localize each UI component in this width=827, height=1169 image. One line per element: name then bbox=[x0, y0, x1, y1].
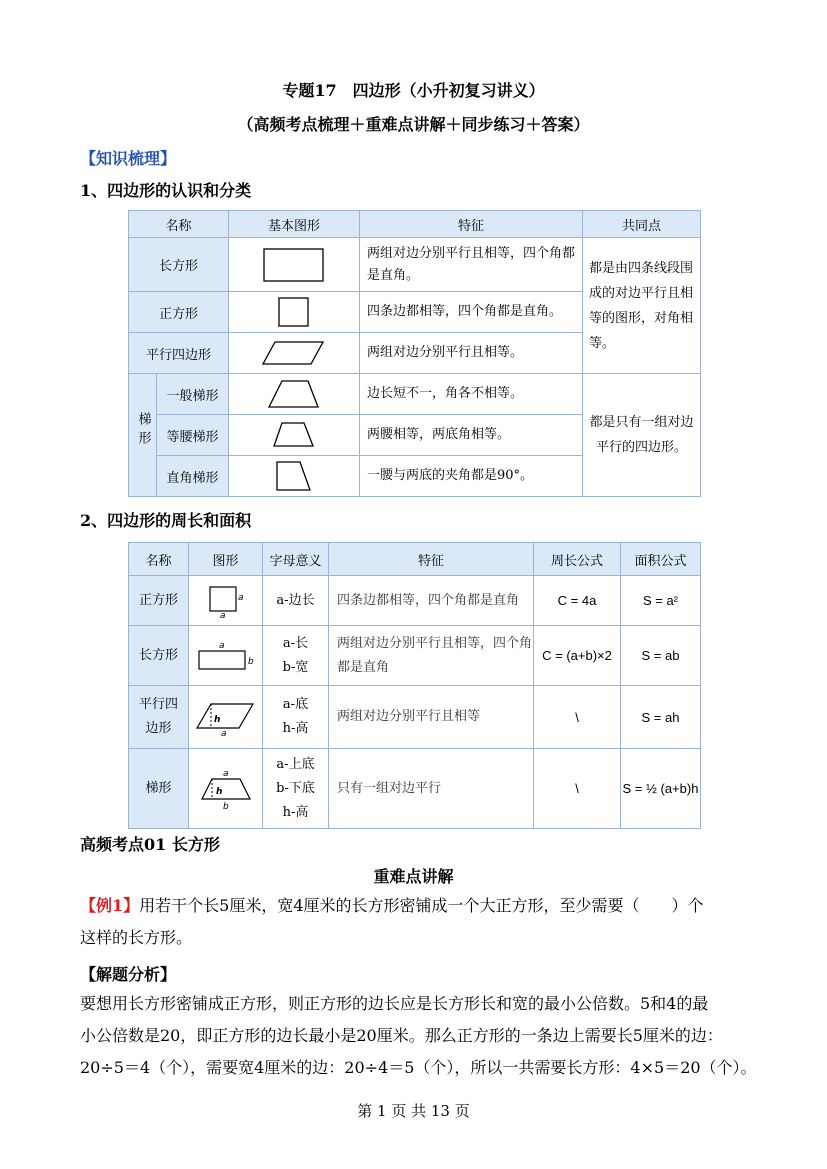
label-b-side: b bbox=[247, 656, 254, 667]
t2-header-name: 名称 bbox=[129, 543, 189, 576]
square-shape-icon bbox=[276, 295, 312, 329]
label-a-top: a bbox=[222, 768, 229, 779]
section2-title: 2、四边形的周长和面积 bbox=[80, 511, 252, 530]
t1-trap3-name: 直角梯形 bbox=[157, 456, 229, 497]
letter-meaning: a-上底 bbox=[276, 756, 315, 772]
t2-rect-feature: 两组对边分别平行且相等，四个角都是直角 bbox=[329, 626, 534, 686]
analysis-line: 要想用长方形密铺成正方形，则正方形的边长应是长方形长和宽的最小公倍数。5和4的最 bbox=[80, 994, 709, 1013]
example-line1 bbox=[80, 890, 760, 922]
t1-header-feature: 特征 bbox=[360, 211, 583, 238]
t2-rect-name: 长方形 bbox=[129, 626, 189, 686]
doc-title: 专题17 四边形（小升初复习讲义） bbox=[282, 81, 545, 100]
t1-square-feature: 四条边都相等，四个角都是直角。 bbox=[360, 292, 583, 333]
letter-meaning: a-边长 bbox=[276, 592, 315, 608]
t2-trap-letters bbox=[263, 749, 329, 829]
isosceles-trapezoid-shape-icon bbox=[272, 420, 316, 450]
letter-meaning: a-底 bbox=[282, 697, 309, 712]
t2-header-area: 面积公式 bbox=[621, 543, 701, 576]
classification-table bbox=[128, 210, 701, 497]
t2-header-figure: 图形 bbox=[189, 543, 263, 576]
parallelogram-shape-icon bbox=[261, 338, 327, 368]
t2-rect-letters bbox=[263, 626, 329, 686]
t1-header-common: 共同点 bbox=[583, 211, 701, 238]
table-row bbox=[129, 686, 701, 749]
table-row bbox=[129, 576, 701, 626]
analysis-block bbox=[80, 988, 780, 1084]
t1-para-feature: 两组对边分别平行且相等。 bbox=[360, 333, 583, 374]
label-b-bottom: b bbox=[222, 801, 229, 811]
t1-trap2-name: 等腰梯形 bbox=[157, 415, 229, 456]
t1-trap1-name: 一般梯形 bbox=[157, 374, 229, 415]
t1-para-shape bbox=[229, 333, 360, 374]
trapezoid-figure-icon bbox=[198, 767, 254, 811]
section-tag: 【知识梳理】 bbox=[80, 149, 177, 168]
label-h: h bbox=[215, 786, 222, 797]
label-a-top: a bbox=[218, 640, 225, 651]
t2-trap-area: S = ½ (a+b)h bbox=[621, 749, 701, 829]
t1-trap2-feature: 两腰相等，两底角相等。 bbox=[360, 415, 583, 456]
t2-rect-figure bbox=[189, 626, 263, 686]
t2-para-name-line1: 平行四 bbox=[138, 697, 178, 712]
t2-trap-feature: 只有一组对边平行 bbox=[329, 749, 534, 829]
general-trapezoid-shape-icon bbox=[266, 378, 322, 410]
t2-para-perimeter: \ bbox=[534, 686, 621, 749]
t1-trap2-shape bbox=[229, 415, 360, 456]
t1-para-name: 平行四边形 bbox=[129, 333, 229, 374]
letter-meaning: h-高 bbox=[282, 804, 309, 820]
t2-para-area: S = ah bbox=[621, 686, 701, 749]
t2-trap-figure bbox=[189, 749, 263, 829]
t2-square-name: 正方形 bbox=[129, 576, 189, 626]
t2-para-name bbox=[129, 686, 189, 749]
table-row bbox=[129, 749, 701, 829]
t2-trap-name: 梯形 bbox=[129, 749, 189, 829]
t1-header-name: 名称 bbox=[129, 211, 229, 238]
square-figure-icon bbox=[203, 584, 249, 618]
t1-common-parallelogram: 都是由四条线段围成的对边平行且相等的图形，对角相等。 bbox=[583, 238, 701, 374]
letter-meaning: a-长 bbox=[282, 635, 309, 651]
t1-trap1-shape bbox=[229, 374, 360, 415]
label-a-bottom: a bbox=[220, 729, 227, 736]
t2-header-letters: 字母意义 bbox=[263, 543, 329, 576]
section1-title: 1、四边形的认识和分类 bbox=[80, 181, 252, 200]
t2-header-perimeter: 周长公式 bbox=[534, 543, 621, 576]
t2-rect-perimeter: C = (a+b)×2 bbox=[534, 626, 621, 686]
label-a-side: a bbox=[237, 592, 244, 603]
t2-square-perimeter: C = 4a bbox=[534, 576, 621, 626]
t1-trap3-shape bbox=[229, 456, 360, 497]
doc-subtitle: （高频考点梳理＋重难点讲解＋同步练习＋答案） bbox=[237, 115, 590, 134]
example-tag: 【例1】 bbox=[80, 896, 140, 915]
t2-para-figure bbox=[189, 686, 263, 749]
letter-meaning: b-宽 bbox=[282, 659, 309, 675]
t1-trapezoid-group-label: 梯形 bbox=[135, 412, 151, 450]
t1-square-name: 正方形 bbox=[129, 292, 229, 333]
letter-meaning: h-高 bbox=[282, 721, 309, 736]
rectangle-figure-icon bbox=[195, 639, 257, 673]
t1-common-trapezoid: 都是只有一组对边平行的四边形。 bbox=[583, 374, 701, 497]
analysis-line: 20÷5＝4（个），需要宽4厘米的边：20÷4＝5（个），所以一共需要长方形：4×5＝20（个）。 bbox=[80, 1058, 757, 1077]
t2-para-name-line2: 边形 bbox=[145, 721, 172, 736]
letter-meaning: b-下底 bbox=[276, 780, 315, 796]
t1-trap3-feature: 一腰与两底的夹角都是90°。 bbox=[360, 456, 583, 497]
label-a-bottom: a bbox=[219, 610, 226, 618]
t1-rect-feature: 两组对边分别平行且相等，四个角都是直角。 bbox=[360, 238, 583, 292]
page-footer: 第 1 页 共 13 页 bbox=[357, 1102, 470, 1120]
t2-square-letters bbox=[263, 576, 329, 626]
t1-rect-name: 长方形 bbox=[129, 238, 229, 292]
right-trapezoid-shape-icon bbox=[274, 459, 314, 493]
t1-trap1-feature: 边长短不一，角各不相等。 bbox=[360, 374, 583, 415]
example-block bbox=[80, 890, 760, 954]
analysis-tag: 【解题分析】 bbox=[80, 965, 177, 984]
formula-table bbox=[128, 542, 701, 829]
example-text1: 用若干个长5厘米，宽4厘米的长方形密铺成一个大正方形，至少需要（ ）个 bbox=[139, 896, 704, 915]
t2-square-figure bbox=[189, 576, 263, 626]
table-row bbox=[129, 626, 701, 686]
parallelogram-figure-icon bbox=[195, 698, 257, 736]
rectangle-shape-icon bbox=[262, 245, 326, 285]
analysis-line: 小公倍数是20，即正方形的边长最小是20厘米。那么正方形的一条边上需要长5厘米的边： bbox=[80, 1026, 723, 1045]
t1-square-shape bbox=[229, 292, 360, 333]
t1-rect-shape bbox=[229, 238, 360, 292]
t1-header-shape: 基本图形 bbox=[229, 211, 360, 238]
example-text2: 这样的长方形。 bbox=[80, 928, 193, 947]
t2-square-feature: 四条边都相等，四个角都是直角 bbox=[329, 576, 534, 626]
t2-square-area: S = a² bbox=[621, 576, 701, 626]
t2-para-letters bbox=[263, 686, 329, 749]
t2-rect-area: S = ab bbox=[621, 626, 701, 686]
label-h: h bbox=[213, 715, 220, 725]
t2-para-feature: 两组对边分别平行且相等 bbox=[329, 686, 534, 749]
t1-trapezoid-group bbox=[129, 374, 157, 497]
t2-trap-perimeter: \ bbox=[534, 749, 621, 829]
high-frequency-point-title: 高频考点01 长方形 bbox=[80, 835, 220, 854]
lecture-title: 重难点讲解 bbox=[373, 867, 454, 886]
t2-header-feature: 特征 bbox=[329, 543, 534, 576]
